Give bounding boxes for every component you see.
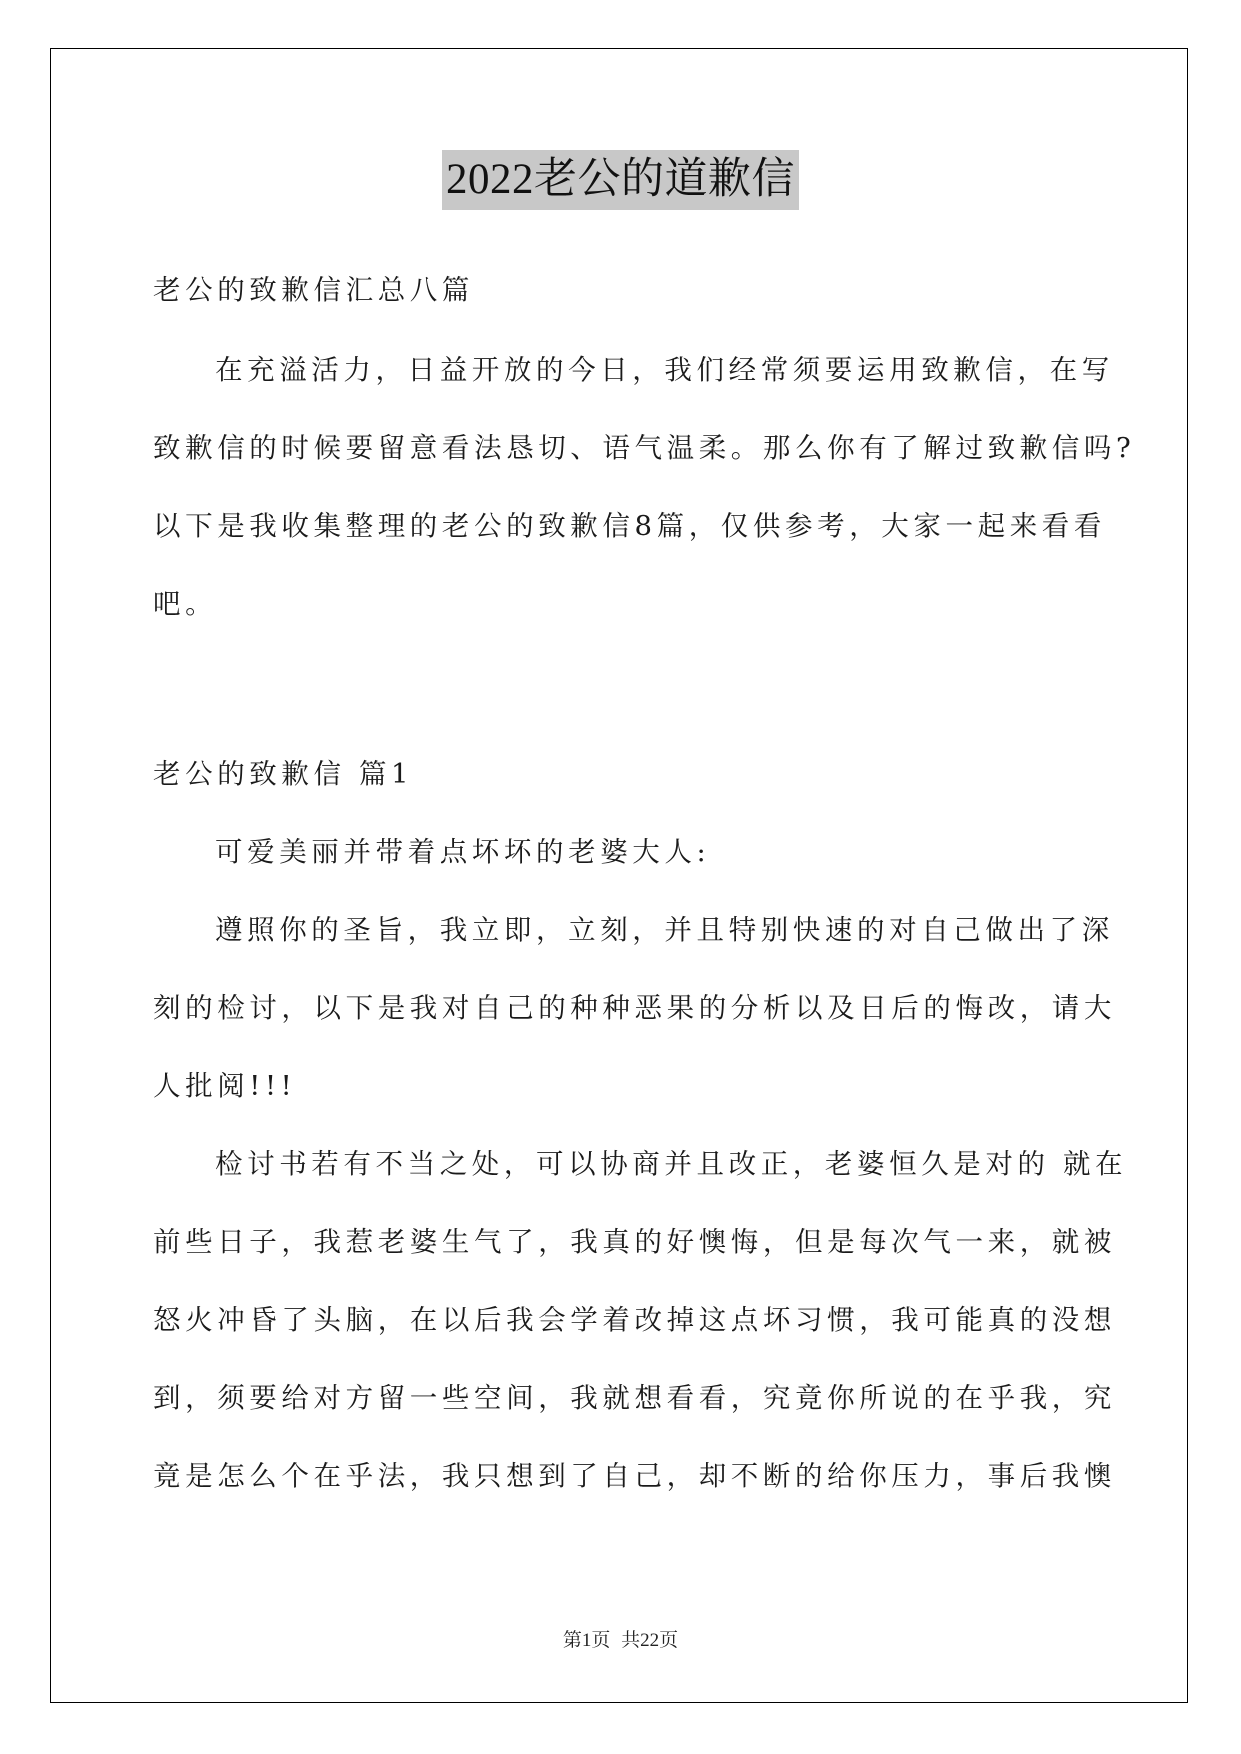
page-footer bbox=[0, 1625, 1241, 1652]
body-line: 竟是怎么个在乎法，我只想到了自己，却不断的给你压力，事后我懊 bbox=[153, 1460, 1116, 1492]
title-container bbox=[0, 150, 1241, 210]
body-line: 刻的检讨，以下是我对自己的种种恶果的分析以及日后的悔改，请大 bbox=[153, 992, 1116, 1024]
body-line: 遵照你的圣旨，我立即，立刻，并且特别快速的对自己做出了深 bbox=[215, 914, 1114, 946]
body-line: 人批阅!!! bbox=[153, 1070, 297, 1102]
intro-line: 在充溢活力，日益开放的今日，我们经常须要运用致歉信，在写 bbox=[215, 354, 1114, 386]
intro-line: 致歉信的时候要留意看法恳切、语气温柔。那么你有了解过致歉信吗? bbox=[153, 432, 1136, 464]
body-line: 怒火冲昏了头脑，在以后我会学着改掉这点坏习惯，我可能真的没想 bbox=[153, 1304, 1116, 1336]
intro-line: 以下是我收集整理的老公的致歉信8篇，仅供参考，大家一起来看看 bbox=[153, 510, 1106, 542]
intro-line: 吧。 bbox=[153, 588, 218, 620]
page-total: 共22页 bbox=[621, 1630, 679, 1651]
body-line: 检讨书若有不当之处，可以协商并且改正，老婆恒久是对的 就在 bbox=[215, 1148, 1128, 1180]
document-title: 2022老公的道歉信 bbox=[442, 150, 799, 210]
body-line: 前些日子，我惹老婆生气了，我真的好懊悔，但是每次气一来，就被 bbox=[153, 1226, 1116, 1258]
section-heading: 老公的致歉信 篇1 bbox=[153, 758, 414, 790]
page-number: 第1页 bbox=[562, 1630, 611, 1651]
document-subtitle: 老公的致歉信汇总八篇 bbox=[153, 274, 474, 306]
body-line: 可爱美丽并带着点坏坏的老婆大人: bbox=[215, 836, 711, 868]
body-line: 到，须要给对方留一些空间，我就想看看，究竟你所说的在乎我，究 bbox=[153, 1382, 1116, 1414]
